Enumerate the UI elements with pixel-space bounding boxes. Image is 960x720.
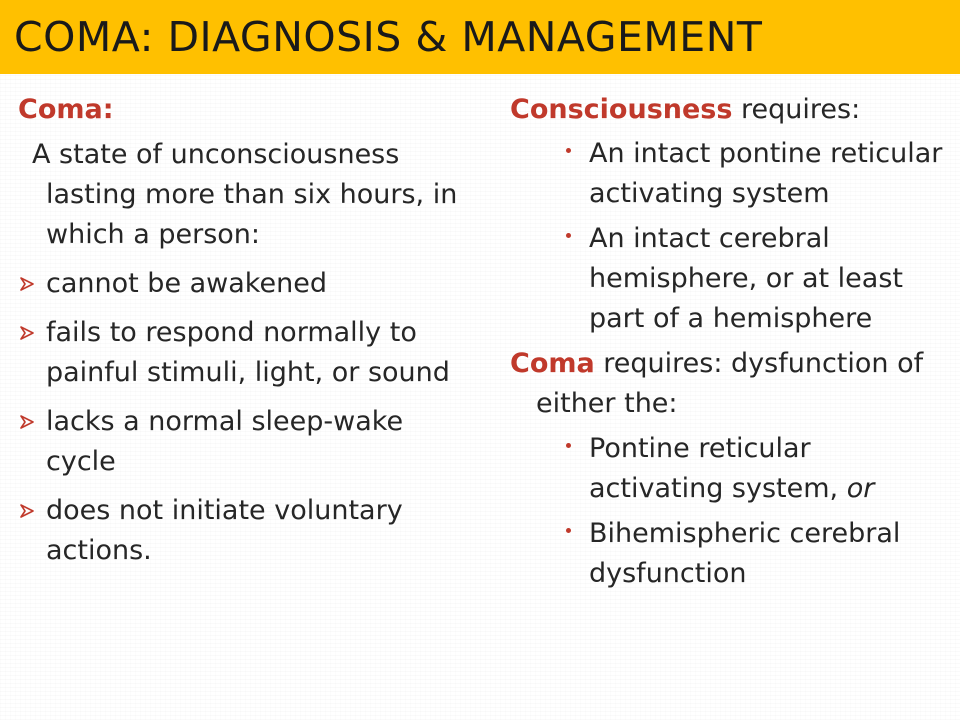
- arrow-bullet-icon: [20, 504, 34, 518]
- list-item: [18, 313, 458, 393]
- dot-bullet-icon: [566, 233, 571, 238]
- list-item: [510, 429, 950, 509]
- coma-heading: Coma:: [18, 94, 114, 125]
- dot-bullet-icon: [566, 443, 571, 448]
- right-column: [510, 90, 950, 594]
- list-item: [510, 219, 950, 339]
- coma-definition: A state of unconsciousness lasting more than six hours, in which a person:: [32, 139, 458, 250]
- bullet-text: fails to respond normally to painful stimuli, light, or sound: [46, 317, 450, 388]
- arrow-bullet-icon: [20, 326, 34, 340]
- list-item: [510, 134, 950, 214]
- bullet-text: does not initiate voluntary actions.: [46, 495, 403, 566]
- title-bar: [0, 0, 960, 74]
- consciousness-heading-rest: requires:: [732, 94, 861, 125]
- bullet-text: An intact pontine reticular activating system: [589, 138, 943, 209]
- coma-heading-rest: requires: dysfunction of either the:: [536, 348, 924, 419]
- bullet-text: lacks a normal sleep-wake cycle: [46, 406, 404, 477]
- consciousness-keyword: Consciousness: [510, 94, 733, 125]
- slide-title: COMA: DIAGNOSIS & MANAGEMENT: [14, 13, 763, 61]
- left-column: [18, 90, 458, 571]
- bullet-text: Bihemispheric cerebral dysfunction: [589, 518, 901, 589]
- list-item: [18, 491, 458, 571]
- list-item: [18, 402, 458, 482]
- bullet-text: cannot be awakened: [46, 268, 327, 299]
- list-item: [18, 264, 458, 304]
- coma-requires-heading: [510, 344, 950, 424]
- bullet-text: An intact cerebral hemisphere, or at least part of a hemisphere: [589, 223, 903, 334]
- bullet-text: Pontine reticular activating system,: [589, 433, 847, 504]
- list-item: [510, 514, 950, 594]
- arrow-bullet-icon: [20, 415, 34, 429]
- dot-bullet-icon: [566, 148, 571, 153]
- bullet-italic-text: or: [846, 473, 875, 504]
- arrow-bullet-icon: [20, 277, 34, 291]
- coma-keyword: Coma: [510, 348, 595, 379]
- consciousness-heading: [510, 90, 950, 130]
- dot-bullet-icon: [566, 528, 571, 533]
